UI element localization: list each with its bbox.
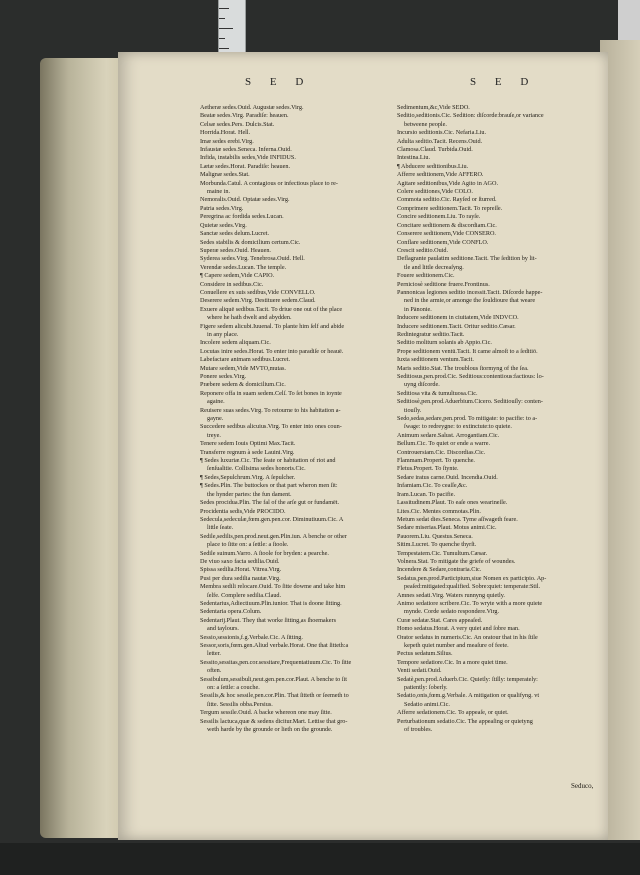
- entry-line: Figere sedem alicubi.Iuuenal. To plante him ſelf and abide: [200, 322, 345, 330]
- entry-line: where he hath dwelt and abydden.: [207, 314, 292, 322]
- entry-line: Pusi per dura sedilia nautæ.Virg.: [200, 574, 281, 582]
- entry-line: on: a ſettle: a couche.: [207, 684, 260, 692]
- entry-line: in any place.: [207, 330, 239, 338]
- catchword: Seduco,: [571, 782, 594, 790]
- entry-line: Transferre regnum à sede Lauini.Virg.: [200, 448, 295, 456]
- entry-line: Seditiosus,pen.prod.Cic. Seditious:contentious:factious: lo-: [397, 373, 544, 380]
- entry-line: Colere seditiones,Vide COLO.: [397, 188, 473, 196]
- entry-line: Crescit seditio.Ouid.: [397, 246, 449, 254]
- entry-line: Membra sedili relocare.Ouid. To ſitte dowme and take him: [200, 583, 346, 591]
- entry-line: Nemoralis.Ouid. Optatæ sedes.Virg.: [200, 196, 290, 204]
- entry-line: Infaustæ sedes.Seneca. Inferna.Ouid.: [200, 146, 292, 154]
- entry-line: often.: [207, 667, 222, 675]
- running-header-left: S E D: [245, 76, 312, 88]
- entry-line: Sessibulum,sessibuli,neut.gen.pen.cor.Plaut. A benche to ſit: [200, 675, 347, 683]
- entry-line: Succedere sedibus alicuius.Virg. To enter into ones coun-: [200, 423, 342, 431]
- ruler-tick: [219, 18, 225, 19]
- entry-line: ſitte. Sessilis obba.Persius.: [207, 700, 273, 708]
- entry-line: Tenere sedem Iouis Optimi Max.Tacit.: [200, 440, 296, 448]
- ruler-tick: [219, 8, 229, 9]
- right-ruler-strip: [618, 0, 640, 40]
- entry-line: Sedile suinum.Varro. A ſtoole for bryden: a pearche.: [200, 549, 329, 557]
- entry-line: Curæ sedatæ.Stat. Cares appeaſed.: [397, 616, 483, 624]
- entry-line: Lites.Cic. Mentes commotas.Plin.: [397, 507, 481, 515]
- entry-line: Animum sedare.Salust. Arrogantiam.Cic.: [397, 431, 500, 439]
- entry-line: Incolere sedem aliquam.Cic.: [200, 339, 271, 347]
- entry-line: Bellum.Cic. To quiet or ende a warre.: [397, 440, 491, 448]
- entry-line: Sessilis,& hoc sessile,pen.cor.Plin. That ſitteth or ſeemeth to: [200, 692, 349, 700]
- entry-line: betweene people.: [404, 120, 447, 128]
- entry-line: Sedentaria opera.Colum.: [200, 608, 262, 616]
- entry-line: place to ſitte on: a ſettle: a ſtoole.: [207, 541, 289, 549]
- entry-line: Pannonicas legiones seditio incessit.Tacit. Diſcorde happe-: [397, 288, 543, 296]
- entry-line: Beatæ sedes.Virg. Paradiſe: heauen.: [200, 112, 289, 120]
- entry-line: Peregrina ac fordida sedes.Lucan.: [200, 213, 284, 221]
- entry-line: Morbunda.Catul. A contagious or infectious place to re-: [200, 179, 338, 187]
- entry-line: Sanctæ sedes delum.Lucret.: [200, 230, 270, 238]
- entry-line: Iram.Lucan. To pacifie.: [397, 490, 456, 498]
- entry-line: Lassitudinem.Plaut. To eaſe ones wearineſſe.: [397, 499, 508, 507]
- entry-line: peaſed:mitigated:qualified. Sobre:quiet: temperate:Stil.: [404, 583, 541, 591]
- entry-line: Reuisere suas sedes.Virg. To retourne to his habitation a-: [200, 406, 341, 414]
- entry-line: Prope seditionem ventū.Tacit. It came almoſt to a ſeditiō.: [397, 347, 538, 355]
- entry-line: Sedentarius,Adiectiuum.Plin.iunior. That is doone ſitting.: [200, 599, 342, 607]
- entry-line: ¶ Capere sedem,Vide CAPIO.: [200, 272, 275, 280]
- ruler-tick: [219, 48, 229, 49]
- entry-line: Incursio seditionis.Cic. Nefaria.Liu.: [397, 129, 487, 137]
- entry-line: uyng diſcorde.: [404, 381, 440, 389]
- entry-line: Sedatè,pen.prod.Aduerb.Cic. Quietly: ſtilly: temperately:: [397, 675, 538, 683]
- entry-line: Controuersiam.Cic. Discordias.Cic.: [397, 448, 486, 456]
- entry-line: Quietæ sedes.Virg.: [200, 221, 247, 229]
- entry-line: mynde. Corde sedato respondere.Virg.: [404, 608, 500, 616]
- entry-line: Fouere seditionem.Cic.: [397, 272, 455, 280]
- entry-line: Horrida.Horat. Hell.: [200, 129, 251, 137]
- entry-line: Sedes procidua.Plin. The fal of the arſe gut or fundamēt.: [200, 499, 340, 507]
- entry-line: Ponere sedes.Virg.: [200, 373, 247, 380]
- entry-line: letter.: [207, 650, 221, 658]
- entry-line: Afferre sedationem.Cic. To appeaſe, or quiet.: [397, 709, 509, 717]
- entry-line: Reponere offa in suam sedem.Celſ. To ſet bones in ioynte: [200, 389, 342, 397]
- entry-line: Venti sedati.Ouid.: [397, 667, 442, 675]
- entry-line: Perturbationum sedatio.Cic. The appeaſing or quietyng: [397, 717, 533, 725]
- entry-line: Maris seditio.Stat. The troublous ſtormyng of the ſea.: [397, 364, 529, 372]
- entry-line: Lætæ sedes.Horat. Paradiſe: heauen.: [200, 162, 291, 170]
- running-header-right: S E D: [470, 76, 537, 88]
- entry-line: Afferre seditionem,Vide AFFERO.: [397, 171, 484, 179]
- entry-line: Deflagrante paulatim seditione.Tacit. The ſedition by lit-: [397, 255, 537, 263]
- entry-line: ſenſualitie. Collisima sedes honoris.Cic.: [207, 465, 306, 473]
- entry-line: Sitim.Lucret. To quenche thyrſt.: [397, 541, 477, 549]
- entry-line: Amnes sedati.Virg. Waters runnyng quietly.: [397, 591, 505, 599]
- entry-line: kepeth quiet number and meaſure of feete.: [404, 642, 509, 649]
- entry-line: Mutare sedem,Vide MVTO,mutas.: [200, 364, 286, 372]
- entry-line: Agitare seditionibus,Vide Agito in AGO.: [397, 179, 499, 187]
- entry-line: Homo sedatus.Horat. A very quiet and ſobre man.: [397, 625, 520, 633]
- entry-line: Commota seditio.Cic. Rayſed or ſturred.: [397, 196, 497, 204]
- entry-line: ¶ Sedes luxuriæ.Cic. The ſeate or habitation of riot and: [200, 457, 336, 465]
- scale-ruler: [218, 0, 246, 60]
- entry-line: Labefactare animam sedibus.Lucret.: [200, 356, 291, 364]
- entry-line: tle and little decreaſyng.: [404, 263, 464, 271]
- entry-line: Fletus.Propert. To ſtynte.: [397, 465, 459, 473]
- entry-line: Sessor,soris,fœm.gen.Aliud verbale.Horat. One that ſitteth:a: [200, 642, 349, 649]
- entry-line: Tempore sedatiore.Cic. In a more quiet time.: [397, 658, 508, 666]
- entry-line: Flammam.Propert. To quenche.: [397, 457, 475, 465]
- entry-line: Sessio,sessionis,f.g.Verbale.Cic. A ſitting.: [200, 633, 303, 641]
- entry-line: Procidentia sedis,Vide PROCIDO.: [200, 507, 286, 515]
- entry-line: Sessilis lactuca,quæ & sedens dicitur.Mart. Lettise that gro-: [200, 717, 348, 725]
- entry-line: Locutas inire sedes.Horat. To enter into paradiſe or heauē.: [200, 347, 344, 355]
- entry-line: Spissa sedilia.Horat. Vitrea.Virg.: [200, 566, 282, 574]
- entry-line: Redintegratur seditio.Tacit.: [397, 330, 465, 338]
- entry-line: ned in the armie,or amonge the ſouldioure that weare: [404, 297, 536, 305]
- entry-line: Sedare miserias.Plaut. Motus animi.Cic.: [397, 524, 497, 532]
- entry-line: Præbere sedem & domicilium.Cic.: [200, 381, 286, 389]
- entry-line: ¶ Sedes,Sepulchrum.Virg. A ſepulcher.: [200, 473, 296, 481]
- entry-line: Sedo,sedas,sedare,pen.prod. To mitigate: to pacifie: to a-: [397, 415, 538, 423]
- entry-line: ¶ Abducere seditionibus.Liu.: [397, 162, 469, 170]
- entry-line: Sedile,sedilis,pen.prod.neut.gen.Plin.iun. A benche or other: [200, 532, 347, 540]
- entry-line: treye.: [207, 431, 221, 439]
- entry-line: De viuo saxo facta sedilia.Ouid.: [200, 557, 280, 565]
- entry-line: Sessito,sessitas,pen.cor.sessitare,Frequentatiuum.Cic. To ſitte: [200, 658, 352, 666]
- entry-line: Tergum sessile.Ouid. A backe whereon one may ſitte.: [200, 709, 332, 717]
- entry-line: Incendere & Sedare,contraria.Cic.: [397, 566, 482, 574]
- entry-line: ſelfe. Complere sedilia.Claud.: [207, 591, 282, 599]
- entry-line: Conflare seditionem,Vide CONFLO.: [397, 238, 489, 246]
- ruler-tick: [219, 38, 225, 39]
- entry-line: Seditiosè,pen.prod.Aduerbium.Cicero. Seditiouſly: conten-: [397, 398, 543, 406]
- entry-line: Imæ sedes erebi.Virg.: [200, 137, 254, 145]
- ruler-tick: [219, 28, 233, 29]
- entry-line: Inducere seditionem.Tacit. Oritur seditio.Cæsar.: [397, 322, 516, 330]
- entry-line: Deserere sedem.Virg. Destituere sedem.Claud.: [200, 297, 316, 305]
- entry-line: weth harde by the grounde or lieth on the grounde.: [207, 726, 333, 734]
- entry-line: Inducere seditionem in ciuitatem,Vide INDVCO.: [397, 314, 519, 322]
- entry-line: Comprimere seditionem.Tacit. To repreſſe.: [397, 204, 503, 212]
- entry-line: Syderea sedes.Virg. Tenebrosa.Ouid. Hell.: [200, 255, 305, 263]
- entry-line: Tempestatem.Cic. Tumultum.Cæsar.: [397, 549, 488, 557]
- entry-line: Animo sedatiore scribere.Cic. To wryte with a more quiete: [397, 599, 543, 607]
- entry-line: ¶ Sedes.Plin. The buttockes or that part wheron men ſit:: [200, 482, 338, 490]
- entry-line: patiently: ſoberly.: [404, 684, 448, 692]
- entry-line: Seditio moliturn solanis ab Appio.Cic.: [397, 339, 492, 347]
- entry-line: Seditiosa vita & tumultuosa.Cic.: [397, 389, 478, 397]
- entry-line: Sedare iratus carne.Ouid. Incendia.Ouid.: [397, 473, 498, 481]
- entry-line: Celsæ sedes.Pers. Dulcis.Stat.: [200, 120, 275, 128]
- entry-line: Superæ sedes.Ouid. Heauen.: [200, 246, 271, 254]
- entry-line: Infamiam.Cic. To ceaſſe,&c.: [397, 482, 468, 490]
- entry-line: Sedentarij.Plaut. They that worke ſitting,as ſhoemakers: [200, 616, 336, 624]
- entry-line: Sedatio animi.Cic.: [404, 700, 450, 708]
- entry-line: of troubles.: [404, 726, 433, 734]
- entry-line: Intestina.Liu.: [397, 154, 430, 162]
- entry-line: Concire seditionem.Liu. To rayſe.: [397, 213, 481, 221]
- entry-line: little ſeate.: [207, 524, 234, 532]
- entry-line: and taylours.: [207, 625, 239, 633]
- entry-line: Exuere aliquē sedibus.Tacit. To driue one out of the place: [200, 305, 343, 313]
- entry-line: Pauorem.Liu. Questus.Seneca.: [397, 532, 473, 540]
- entry-line: Aetheræ sedes.Ouid. Augustæ sedes.Virg.: [200, 104, 304, 111]
- entry-line: Verendæ sedes.Lucan. The temple.: [200, 263, 287, 271]
- bottom-scale-bar: [0, 843, 640, 875]
- entry-line: Orator sedatus in numeris.Cic. An oratour that in his ſtile: [397, 633, 538, 641]
- entry-line: the hynder partes: the fun dament.: [207, 490, 292, 498]
- entry-line: Iuxta seditionem ventum.Tacit.: [397, 356, 474, 364]
- entry-line: Perniciosè seditione fruere.Frontinus.: [397, 280, 490, 288]
- entry-line: Volnera.Stat. To mitigate the griefe of woundes.: [397, 557, 516, 565]
- entry-line: Sedimentum,&c,Vide SEDO.: [397, 104, 470, 111]
- entry-line: Metum sedat dies.Seneca. Tyme aſſwageth feare.: [397, 515, 518, 523]
- entry-line: Conserere seditionem,Vide CONSERO.: [397, 230, 496, 238]
- entry-line: Sedecula,sedeculæ,fœm.gen.pen.cor. Diminutiuum.Cic. A: [200, 515, 344, 523]
- entry-line: Conuellere ex suis sedibus,Vide CONVELLO.: [200, 288, 316, 296]
- entry-line: Concitare seditionem & discordiam.Cic.: [397, 221, 497, 229]
- entry-line: in Pānonie.: [404, 305, 432, 313]
- entry-line: Considere in sedibus.Cic.: [200, 280, 264, 288]
- left-column: [200, 104, 396, 734]
- entry-line: maine in.: [207, 188, 231, 196]
- entry-line: Sedes stabilis & domicilium certum.Cic.: [200, 238, 301, 246]
- entry-line: Adulta seditio.Tacit. Recens.Ouid.: [397, 137, 483, 145]
- entry-line: tiouſly.: [404, 406, 422, 414]
- entry-line: Clamosa.Claud. Turbida.Ouid.: [397, 146, 473, 154]
- entry-line: ſwage: to redreygne: to extinctute:to quiete.: [404, 423, 512, 431]
- entry-line: Patria sedes.Virg.: [200, 204, 244, 212]
- entry-line: Sedatio,onis,fœm.g.Verbale. A mitigation or qualifyng. vt: [397, 692, 540, 700]
- entry-line: gayne.: [207, 415, 224, 423]
- right-column: [397, 104, 593, 734]
- entry-line: Infida, instabilis sedes,Vide INFIDUS.: [200, 154, 296, 162]
- entry-line: Pectus sedatum.Silius.: [397, 650, 453, 658]
- entry-line: againe.: [207, 398, 225, 406]
- entry-line: Sedatus,pen.prod.Participium,siue Nomen ex participio. Ap-: [397, 574, 547, 582]
- entry-line: Seditio,seditionis.Cic. Sedition: diſcorde:brauſe,or variance: [397, 112, 544, 120]
- entry-line: Malignæ sedes.Stat.: [200, 171, 250, 179]
